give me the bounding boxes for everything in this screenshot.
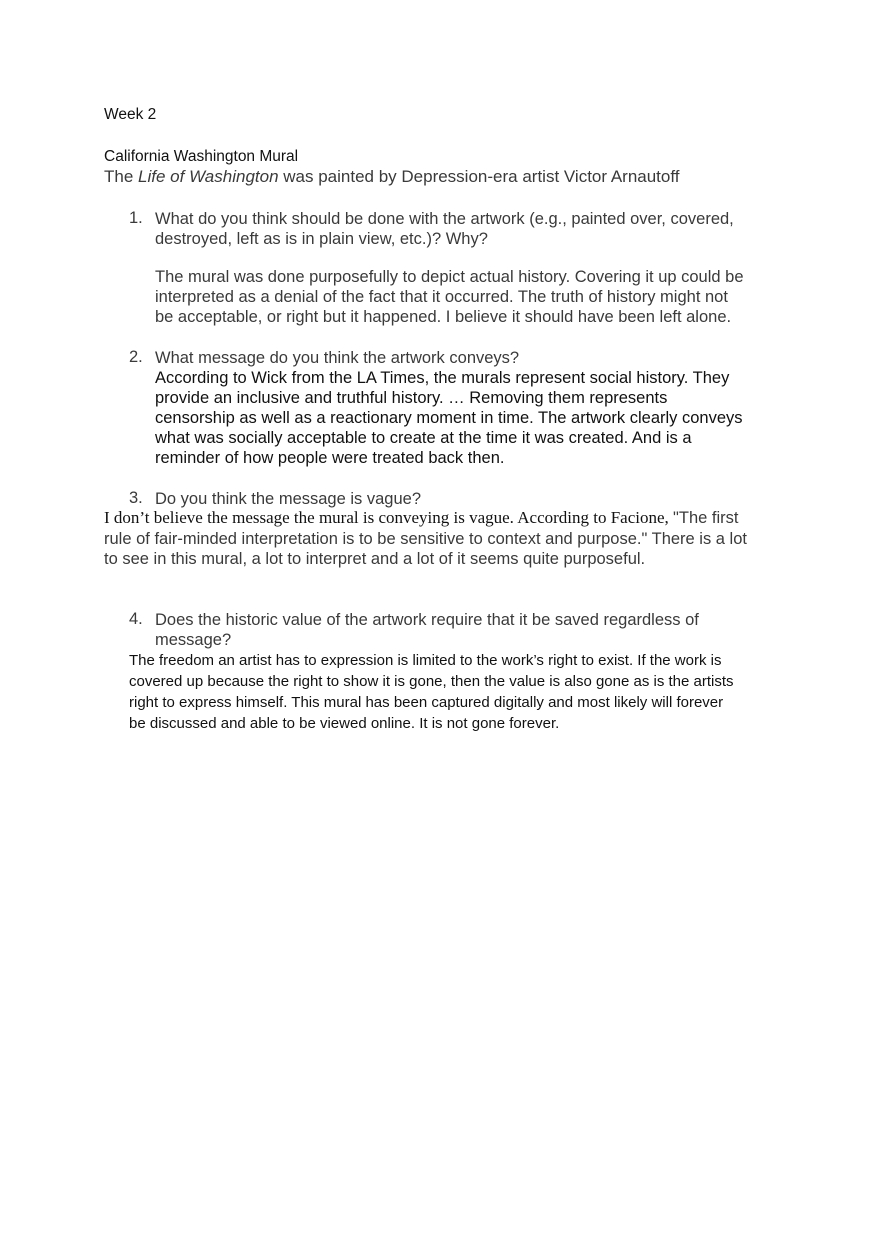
answer-line: rule of fair-minded interpretation is to be sensitive to context and purpose." There is a lot: [104, 530, 747, 548]
week-label: Week 2: [104, 106, 157, 123]
question-1-text: [155, 209, 734, 249]
answer-3-text: [104, 508, 747, 569]
subtitle-pre: The: [104, 167, 139, 186]
answer-line: The mural was done purposefully to depict actual history. Covering it up could be: [155, 268, 744, 286]
question-4-text: [155, 610, 699, 650]
question-line: What do you think should be done with the artwork (e.g., painted over, covered,: [155, 210, 734, 228]
question-line: What message do you think the artwork conveys?: [155, 349, 520, 367]
question-3-text: [155, 489, 421, 509]
answer-line: be acceptable, or right but it happened. I believe it should have been left alone.: [155, 308, 732, 326]
question-number: 3.: [129, 489, 143, 507]
answer-line: to see in this mural, a lot to interpret and a lot of it seems quite purposeful.: [104, 550, 646, 568]
question-line: message?: [155, 631, 232, 649]
answer-line: The freedom an artist has to expression is limited to the work’s right to exist. If the work is: [129, 652, 722, 669]
answer-line: reminder of how people were treated back then.: [155, 449, 505, 467]
answer-line: [104, 508, 747, 529]
answer-line: censorship as well as a reactionary moment in time. The artwork clearly conveys: [155, 409, 743, 427]
question-number: 1.: [129, 209, 143, 227]
question-number: 4.: [129, 610, 143, 628]
answer-line: be discussed and able to be viewed online. It is not gone forever.: [129, 715, 560, 732]
answer-line: interpreted as a denial of the fact that it occurred. The truth of history might not: [155, 288, 728, 306]
question-number: 2.: [129, 348, 143, 366]
answer-2-text: [155, 368, 743, 468]
subtitle-post: was painted by Depression-era artist Victor Arnautoff: [278, 167, 680, 186]
question-2-text: [155, 348, 519, 368]
question-line: Do you think the message is vague?: [155, 490, 421, 508]
answer-quote-part: "The first: [673, 509, 739, 527]
document-subtitle: [104, 167, 680, 187]
answer-line: covered up because the right to show it is gone, then the value is also gone as is the artists: [129, 673, 734, 690]
answer-line: provide an inclusive and truthful history. … Removing them represents: [155, 389, 668, 407]
question-line: destroyed, left as is in plain view, etc.)? Why?: [155, 230, 488, 248]
answer-line: According to Wick from the LA Times, the murals represent social history. They: [155, 369, 730, 387]
answer-4-text: [129, 650, 734, 734]
answer-line: what was socially acceptable to create at the time it was created. And is a: [155, 429, 692, 447]
document-title: California Washington Mural: [104, 148, 299, 165]
question-line: Does the historic value of the artwork require that it be saved regardless of: [155, 611, 699, 629]
subtitle-italic: Life of Washington: [138, 167, 279, 186]
answer-line: right to express himself. This mural has been captured digitally and most likely will forever: [129, 694, 724, 711]
answer-serif-part: I don’t believe the message the mural is conveying is vague. According to Facione,: [104, 508, 674, 527]
answer-1-text: [155, 267, 744, 327]
